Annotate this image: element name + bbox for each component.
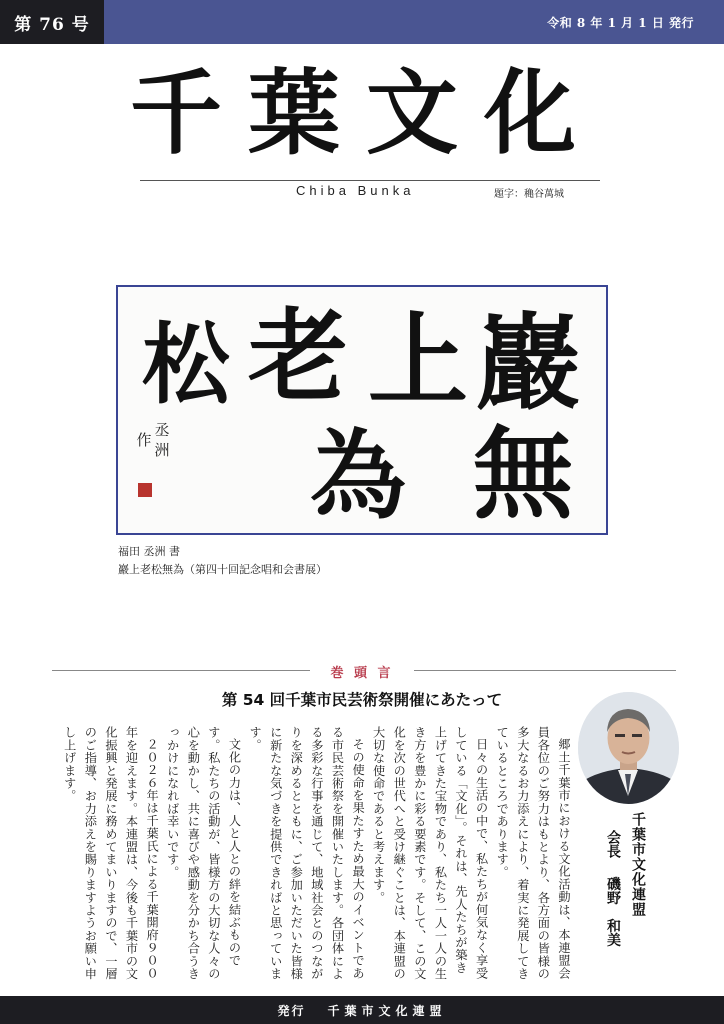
title-credit: 題字：穐谷萬城 bbox=[494, 189, 564, 200]
author-portrait bbox=[578, 692, 679, 804]
signature-name: 磯野 和美 bbox=[605, 876, 621, 947]
article-paragraph: その使命を果たすため最大のイベントである市民芸術祭を開催いたします。各団体による多彩な行事を通じて、地域社会とのつながりを深めるとともに、ご参加いただいた皆様に新たな気づきを提供できればと思っています。 bbox=[248, 726, 366, 980]
calligraphy-char: 為 bbox=[310, 419, 406, 532]
article-paragraph: 文化の力は、人と人との絆を結ぶものです。私たちの活動が、皆様方の大切な人々の心を動かし、共に喜びや感動を分かち合うきっかけになれば幸いです。 bbox=[165, 726, 242, 980]
signature-title: 会長 bbox=[605, 830, 621, 858]
article-paragraph: 郷土千葉市における文化活動は、本連盟会員各位のご努力はもとより、各方面の皆様の多大なるお力添えにより、着実に発展してきているところであります。 bbox=[495, 726, 571, 980]
artwork-caption-title: 巖上老松無為（第四十回記念唱和会書展） bbox=[118, 563, 327, 576]
masthead-romaji: Chiba Bunka bbox=[296, 183, 415, 198]
calligraphy-char: 松 bbox=[141, 312, 231, 416]
footer-bar bbox=[0, 996, 724, 1024]
signature-organization: 千葉市文化連盟 bbox=[630, 812, 646, 917]
calligraphy-char: 無 bbox=[473, 415, 573, 533]
footer-label: 発行 bbox=[277, 1003, 306, 1018]
masthead-char: 葉 bbox=[248, 59, 341, 167]
signature-char: 丞 bbox=[154, 421, 170, 439]
calligraphy-char: 巖 bbox=[475, 301, 581, 424]
seal-stamp bbox=[138, 483, 152, 497]
calligraphy-char: 上 bbox=[368, 301, 468, 419]
section-rule-right bbox=[414, 670, 676, 671]
artwork-caption-artist: 福田 丞洲 書 bbox=[118, 545, 180, 558]
signature-char: 作 bbox=[136, 431, 152, 449]
article-paragraph: ２０２６年は千葉氏による千葉開府９００年を迎えます。本連盟は、今後も千葉市の文化振興と発展に務めてまいりますので、一層のご指導、お力添えを賜りますようお願い申し上げます。 bbox=[62, 726, 160, 980]
footer-publisher: 千葉市文化連盟 bbox=[327, 1003, 447, 1018]
section-rule-left bbox=[52, 670, 310, 671]
masthead-char: 化 bbox=[484, 59, 577, 167]
masthead-char: 文 bbox=[366, 59, 459, 167]
calligraphy-artwork bbox=[116, 285, 608, 535]
section-label: 巻 頭 言 bbox=[330, 666, 394, 681]
masthead-char: 千 bbox=[130, 59, 223, 167]
article-body bbox=[46, 726, 574, 984]
article-paragraph: 日々の生活の中で、私たちが何気なく享受している「文化」。それは、先人たちが築き上げてきた宝物であり、私たち一人一人の生き方を豊かに彩る要素です。そして、この文化を次の世代へと受け継ぐことは、本連盟の大切な使命であると考えます。 bbox=[371, 726, 489, 980]
masthead-title bbox=[130, 58, 600, 178]
signature-name-block bbox=[603, 830, 623, 947]
article-headline: 第 54 回千葉市民芸術祭開催にあたって bbox=[221, 691, 503, 709]
issue-number: 第 76 号 bbox=[0, 0, 104, 44]
calligraphy-char: 老 bbox=[248, 297, 348, 415]
publication-date: 令和 8 年 1 月 1 日 発行 bbox=[547, 15, 694, 30]
signature-char: 洲 bbox=[154, 441, 170, 459]
masthead-rule bbox=[140, 180, 600, 181]
